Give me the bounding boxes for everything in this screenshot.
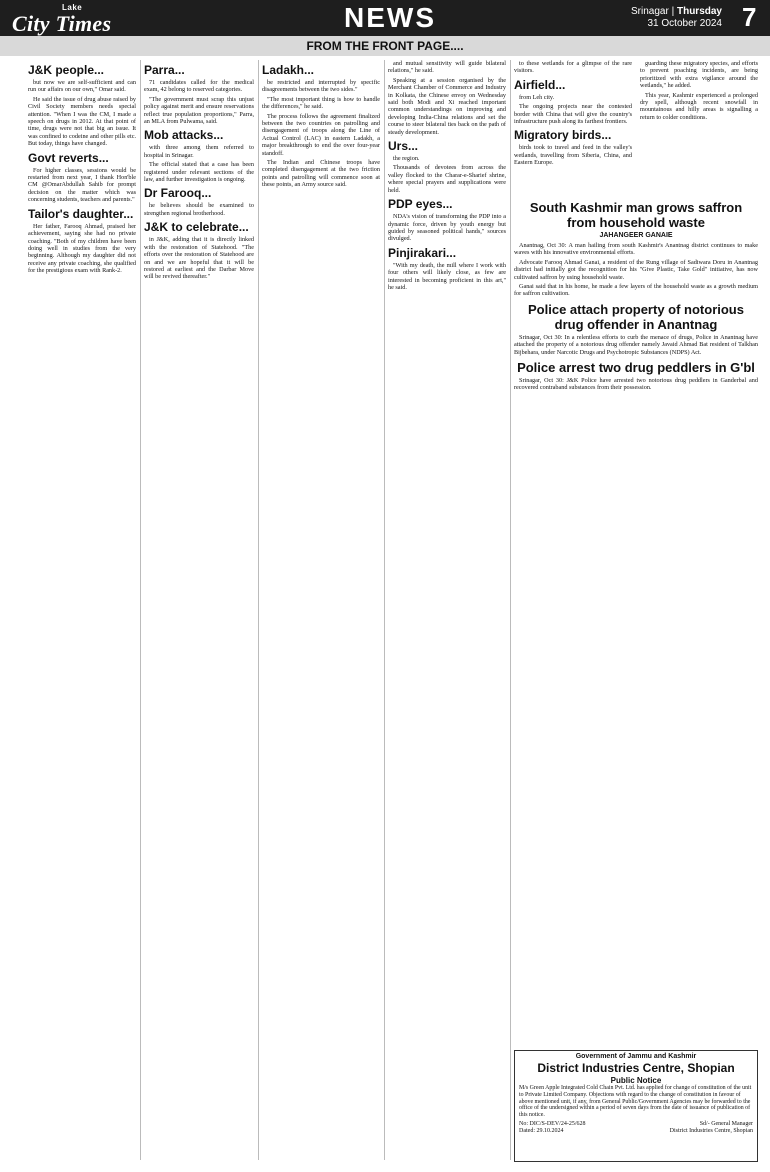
dateline-date: 31 October 2024 — [647, 18, 722, 29]
jump-headline: Migratory birds... — [514, 128, 612, 143]
jump-headline: Urs... — [388, 139, 419, 154]
public-notice — [514, 1050, 758, 1162]
article-paragraph: be restricted and interrupted by specific disagreements between the two sides." — [262, 79, 380, 94]
story-byline: JAHANGEER GANAIE — [599, 232, 673, 239]
article-paragraph: For higher classes, sessions would be restarted from next year, I thank Hon'ble CM @OmarAbdullah Sahib for prompt decision on the matter which was concerning students, teachers and parents." — [28, 166, 136, 204]
dateline: Srinagar | Thursday 31 October 2024 — [631, 6, 722, 29]
article-paragraph: "The most important thing is how to handle the differences," he said. — [262, 95, 380, 111]
article-paragraph: Srinagar, Oct 30: J&K Police have arrested two notorious drug peddlers in Ganderbal and recovered contraband substances from their possession. — [514, 377, 758, 392]
notice-government: Government of Jammu and Kashmir — [575, 1053, 697, 1060]
article-paragraph: with three among them referred to hospital in Srinagar. — [144, 144, 254, 159]
article-paragraph: Her father, Farooq Ahmad, praised her achievement, saying she had no private coaching. "Both of my children have been doing well in studies from the very beginning. Although my daughter did not receive any private coaching, she qualified for the prestigious exam with Rank-2. — [28, 222, 136, 275]
notice-office: District Industries Centre, Shopian — [669, 1127, 753, 1134]
article-paragraph: The official stated that a case has been registered under relevant sections of the law, and further investigation is ongoing. — [144, 161, 254, 184]
column-2 — [144, 60, 254, 1165]
jump-headline: Tailor's daughter... — [28, 206, 134, 221]
article-paragraph: Ganai said that in his home, he made a few layers of the household waste as a growth medium for saffron cultivation. — [514, 283, 758, 298]
notice-footer — [519, 1121, 753, 1135]
article-paragraph: He said the issue of drug abuse raised by Civil Society members needs special attention. "When I was the CM, I made a speech on drugs in 2012. At that point of time, drugs were not that big an issue. It was confined to codeine and other pills etc. But today, things have changed. — [28, 95, 136, 148]
column-divider — [384, 60, 385, 1160]
column-divider — [140, 60, 141, 1160]
article-paragraph: The process follows the agreement finalized between the two countries on patrolling and disengagement of troops along the Line of Actual Control (LAC) in eastern Ladakh, a major breakthrough to end the over four-year standoff. — [262, 112, 380, 157]
logo-big-text: City Times — [12, 11, 112, 36]
masthead — [0, 0, 770, 36]
jump-headline: Dr Farooq... — [144, 186, 212, 201]
article-paragraph: guarding these migratory species, and efforts to prevent poaching incidents, are being prioritized with extra vigilance around the wetlands," he added. — [640, 60, 758, 90]
page-number: 7 — [742, 2, 757, 32]
article-paragraph: "With my death, the mill where I work with four others will likely close, as few are interested in becoming proficient in this art," he said. — [388, 261, 506, 291]
story-headline: South Kashmir man grows saffron from household waste — [529, 200, 743, 230]
notice-number: No: DIC/S-DEV/24-25/628 — [519, 1120, 586, 1127]
article-paragraph: he believes should be examined to strengthen regional brotherhood. — [144, 202, 254, 217]
article-paragraph: in J&K, adding that it is directly linked with the restoration of Statehood. "The efforts over the restoration of Statehood are on and we are hopeful that it will be restored at earliest and the Darbar Move will be revived thereafter." — [144, 236, 254, 281]
notice-title: District Industries Centre, Shopian — [537, 1061, 735, 1075]
logo-small-text: Lake — [62, 3, 83, 12]
story-headline: Police arrest two drug peddlers in G'bl — [517, 360, 755, 376]
jump-headline: Govt reverts... — [28, 150, 109, 165]
article-paragraph: "The government must scrap this unjust policy against merit and ensure reservations reflect true population proportions," Parra, an MLA from Pulwama, said. — [144, 95, 254, 126]
article-paragraph: and mutual sensitivity will guide bilateral relations," he said. — [388, 60, 506, 75]
column-5 — [514, 60, 632, 195]
article-paragraph: the region. — [393, 155, 420, 163]
notice-date: Dated: 29.10.2024 — [519, 1127, 564, 1134]
article-paragraph: The ongoing projects near the contested border with China that will give the country's infrastructure push along its farthest frontiers. — [514, 103, 632, 126]
newspaper-logo — [12, 3, 142, 36]
section-subhead: FROM THE FRONT PAGE.... — [0, 36, 770, 56]
jump-headline: J&K people... — [28, 63, 105, 77]
column-6 — [640, 60, 758, 195]
article-paragraph: Anantnag, Oct 30: A man hailing from south Kashmir's Anantnag district continues to make waves with his innovative environmental efforts. — [514, 242, 758, 257]
article-paragraph: This year, Kashmir experienced a prolonged dry spell, although recent snowfall in mountainous and hilly areas is signalling a return to colder conditions. — [640, 91, 758, 121]
notice-subtitle: Public Notice — [610, 1076, 662, 1085]
notice-signatory: Sd/- General Manager — [699, 1120, 753, 1127]
article-paragraph: 71 candidates called for the medical exam, 42 belong to reserved categories. — [144, 79, 254, 94]
article-paragraph: but now we are self-sufficient and can run our affairs on our own," Omar said. — [28, 79, 136, 94]
jump-headline: Ladakh... — [262, 63, 315, 77]
article-paragraph: from Leh city. — [519, 93, 555, 101]
article-paragraph: Thousands of devotees from across the valley flocked to the Charar-e-Sharief shrine, where special prayers and supplications were held. — [388, 164, 506, 194]
jump-headline: Mob attacks... — [144, 128, 224, 143]
dateline-day: Thursday — [676, 6, 722, 17]
article-paragraph: to these wetlands for a glimpse of the rare visitors. — [514, 60, 632, 75]
article-paragraph: The Indian and Chinese troops have completed disengagement at the two friction points and patrolling will commence soon at these points, an Army source said. — [262, 159, 380, 189]
article-paragraph: Srinagar, Oct 30: In a relentless efforts to curb the menace of drugs, Police in Anantnag have attached the property of a notorious drug offender namely Javaid Ahmad Bat resident of Talkhan Bijbehara, under Narcotic Drugs and Psychotropic Substances (NDPS) Act. — [514, 333, 758, 356]
jump-headline: Parra... — [144, 63, 185, 77]
jump-headline: Airfield... — [514, 77, 566, 92]
section-title: NEWS — [344, 2, 436, 33]
column-divider — [258, 60, 259, 1160]
jump-headline: J&K to celebrate... — [144, 220, 249, 235]
column-divider — [510, 60, 511, 1160]
right-stories — [514, 200, 758, 1165]
column-1 — [28, 60, 136, 1165]
column-3 — [262, 60, 380, 1165]
notice-body: M/s Green Apple Integrated Cold Chain Pvt. Ltd. has applied for change of constitution of the unit to Private Limited Company. Objections with regard to the change of constitution in favour of above mentioned unit, if any, from General Public/Government Agencies may be forwarded to the office of the undersigned within a period of seven days from the date of issuance of publication of this notice. — [519, 1085, 752, 1119]
article-paragraph: birds took to travel and feed in the valley's wetlands, travelling from Siberia, China, and Eastern Europe. — [514, 144, 632, 167]
dateline-city: Srinagar — [631, 6, 669, 17]
article-paragraph: Advocate Farooq Ahmad Ganai, a resident of the Rung village of Sadiwara Doru in Anantnag district had initially got the recognition for his "Give Plastic, Take Gold" initiative, has now cultivated saffron by using household waste. — [514, 258, 758, 281]
story-body — [514, 242, 758, 392]
article-paragraph: NDA's vision of transforming the PDP into a dynamic force, driven by youth energy but guided by seasoned political hands," sources divulged. — [388, 213, 506, 243]
jump-headline: Pinjirakari... — [388, 245, 457, 260]
article-paragraph: Speaking at a session organised by the Merchant Chamber of Commerce and Industry in Kolkata, the Chinese envoy on Wednesday said both Modi and Xi reached important common understandings on improving and developing India-China relations and set the course to steer bilateral ties back on the path of steady development. — [388, 76, 506, 136]
story-headline: Police attach property of notorious drug offender in Anantnag — [528, 301, 744, 332]
jump-headline: PDP eyes... — [388, 197, 453, 212]
column-4 — [388, 60, 506, 1165]
